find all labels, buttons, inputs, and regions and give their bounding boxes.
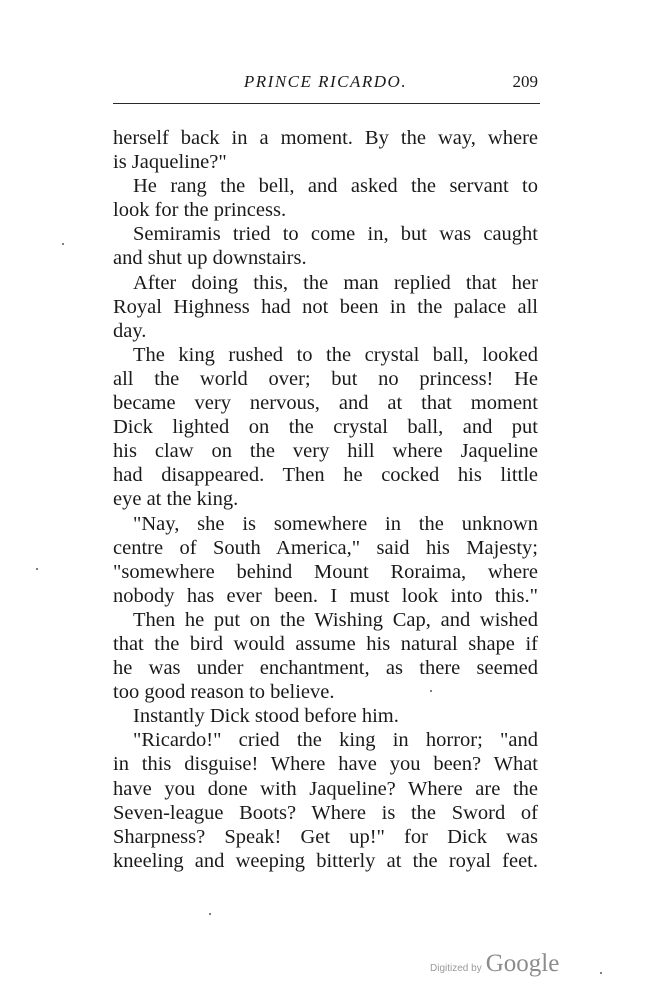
text-line: look for the princess. bbox=[113, 199, 287, 222]
text-line: After doing this, the man replied that her bbox=[133, 271, 538, 294]
header-rule bbox=[113, 103, 540, 104]
text-line: that the bird would assume his natural shape if bbox=[113, 632, 538, 655]
running-title: PRINCE RICARDO. bbox=[243, 72, 408, 91]
text-line: all the world over; but no princess! He bbox=[113, 367, 538, 390]
text-line: Semiramis tried to come in, but was caught bbox=[133, 223, 538, 246]
text-line: and shut up downstairs. bbox=[113, 247, 307, 270]
text-line: Royal Highness had not been in the palace all bbox=[113, 295, 538, 318]
text-line: He rang the bell, and asked the servant to bbox=[133, 175, 538, 198]
text-line: too good reason to believe. bbox=[113, 681, 335, 704]
text-line: his claw on the very hill where Jaqueline bbox=[113, 440, 538, 463]
text-line: have you done with Jaqueline? Where are the bbox=[113, 777, 538, 800]
text-line: The king rushed to the crystal ball, looked bbox=[133, 343, 538, 366]
page-number: 209 bbox=[512, 72, 538, 91]
text-line: "Nay, she is somewhere in the unknown bbox=[133, 512, 538, 535]
text-line: kneeling and weeping bitterly at the royal feet. bbox=[113, 849, 538, 872]
text-line: herself back in a moment. By the way, where bbox=[113, 127, 538, 149]
text-line: Instantly Dick stood before him. bbox=[133, 705, 399, 728]
text-line: he was under enchantment, as there seemed bbox=[113, 657, 538, 680]
text-line: Sharpness? Speak! Get up!" for Dick was bbox=[113, 825, 538, 848]
text-line: became very nervous, and at that moment bbox=[113, 392, 538, 415]
text-line: eye at the king. bbox=[113, 488, 239, 511]
text-line: Seven-league Boots? Where is the Sword of bbox=[113, 801, 538, 824]
text-line: nobody has ever been. I must look into this." bbox=[113, 584, 538, 607]
text-line: had disappeared. Then he cocked his little bbox=[113, 464, 538, 487]
body-text bbox=[113, 126, 538, 873]
text-line: "somewhere behind Mount Roraima, where bbox=[113, 560, 538, 583]
text-line: Dick lighted on the crystal ball, and put bbox=[113, 416, 538, 439]
text-line: is Jaqueline?" bbox=[113, 151, 227, 174]
text-line: in this disguise! Where have you been? What bbox=[113, 753, 538, 776]
google-logo: Google bbox=[485, 950, 560, 977]
text-line: day. bbox=[113, 319, 147, 342]
digitized-by-watermark bbox=[430, 950, 559, 978]
text-line: "Ricardo!" cried the king in horror; "and bbox=[133, 729, 538, 752]
text-line: centre of South America," said his Majesty; bbox=[113, 536, 538, 559]
text-line: Then he put on the Wishing Cap, and wished bbox=[133, 608, 538, 631]
page-header bbox=[113, 72, 538, 96]
watermark-prefix: Digitized by bbox=[430, 963, 482, 974]
